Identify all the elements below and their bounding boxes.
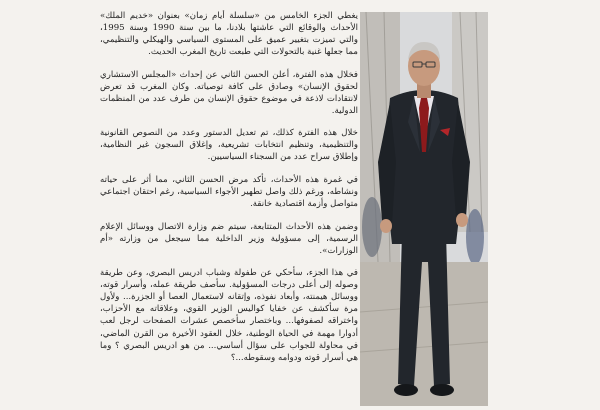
paragraph-5: وضمن هذه الأحداث المتتابعة، سيتم ضم وزارة الاتصال ووسائل الإعلام الرسمية، إلى مسؤولية وزير الداخلية مما سيجعل من وزارته «أم الوزارات». — [100, 221, 358, 256]
portrait-illustration — [360, 12, 488, 406]
right-hand — [456, 213, 468, 227]
portrait-photo — [360, 12, 488, 406]
paragraph-2: فخلال هذه الفترة، أعلن الحسن الثاني عن إحداث «المجلس الاستشاري لحقوق الإنسان» وصادق على كافة توصياته. وكان المغرب قد تعرض لانتقادات لاذعة في موضوع حقوق الإنسان من طرف عدد من المنظمات الدولية. — [100, 69, 358, 116]
right-shoe — [430, 384, 454, 396]
article-text — [100, 10, 358, 406]
paragraph-1: يغطي الجزء الخامس من «سلسلة أيام زمان» بعنوان «خديم الملك» الأحداث والوقائع التي عاشتها بلادنا، ما بين سنة 1990 وسنة 1995، والتي تميزت بتغيير عميق على المستوى السياسي والهيكلي والتنظيمي، مما جعلها غنية بالتحولات التي طبعت تاريخ المغرب الحديث. — [100, 11, 358, 58]
background-crowd — [362, 197, 382, 257]
ground — [360, 262, 488, 406]
left-shoe — [394, 384, 418, 396]
left-hand — [380, 219, 392, 233]
paragraph-4: في غمرة هذه الأحداث، تأكد مرض الحسن الثاني، مما أثر على حياته ونشاطه، ورغم ذلك واصل تطهير الأجواء السياسية، رغم احتقان اجتماعي متواصل وأزمة اقتصادية خانقة. — [100, 175, 358, 210]
paragraph-3: خلال هذه الفترة كذلك، تم تعديل الدستور وعدد من النصوص القانونية والتنظيمية، وتنظيم انتخابات تشريعية، وإغلاق السجون غير النظامية، وإطلاق سراح عدد من السجناء السياسيين. — [100, 128, 358, 163]
paragraph-6: في هذا الجزء، سأحكي عن طفولة وشباب ادريس البصري، وعن طريقة وصوله إلى أعلى درجات المسؤولية. سأصف طريقة عمله، وأسرار قوته، ووسائل هيمنته، وأبعاد نفوذه، وإتقانه لاستعمال العصا أو الجزرة... ولأول مرة سأكشف عن خفايا كواليس الوزير القوي، وعلاقاته مع الأحزاب، واختراقه لصفوفها... وباختصار سأخصص عشرات الصفحات لرجل لعب أدوارا مهمة في الحياة الوطنية، خلال العقود الأخيرة من القرن الماضي، في محاولة للجواب على سؤال أساسي... من هو ادريس البصري ؟ وما هي أسرار قوته ودوامه وسقوطه...؟ — [100, 268, 358, 363]
